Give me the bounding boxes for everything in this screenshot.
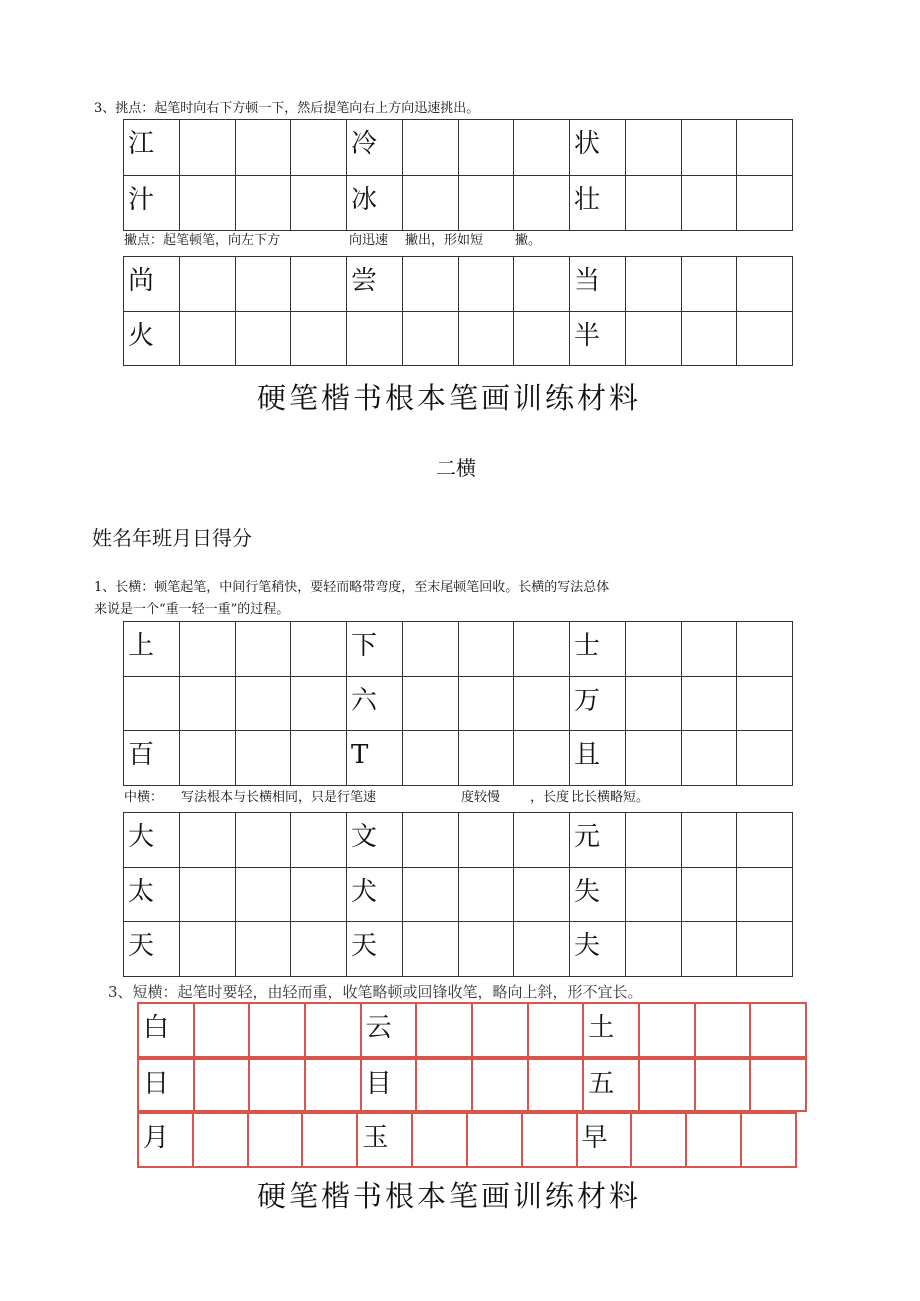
pie-dian-note xyxy=(124,233,280,249)
grid-cell[interactable] xyxy=(458,311,514,366)
grid-cell[interactable] xyxy=(741,1113,796,1167)
practice-character: 尝 xyxy=(351,266,378,296)
grid-cell[interactable] xyxy=(737,731,793,786)
grid-cell[interactable] xyxy=(514,676,570,731)
grid-cell[interactable] xyxy=(347,257,403,312)
practice-character: 文 xyxy=(351,822,378,852)
grid-cell[interactable] xyxy=(291,257,347,312)
student-info-line: 姓名年班月日得分 xyxy=(92,526,252,550)
grid-row xyxy=(138,1003,806,1057)
grid-cell[interactable] xyxy=(291,311,347,366)
practice-character: 火 xyxy=(128,320,155,351)
grid-cell[interactable] xyxy=(305,1059,361,1111)
grid-cell[interactable] xyxy=(193,1113,248,1167)
grid-row xyxy=(124,731,793,786)
practice-grid-c xyxy=(123,621,793,786)
grid-cell[interactable] xyxy=(235,120,291,176)
practice-character: 尚 xyxy=(128,266,155,296)
grid-cell[interactable] xyxy=(750,1059,806,1111)
practice-character: 土 xyxy=(588,1013,615,1043)
practice-character: 状 xyxy=(574,129,601,159)
grid-cell[interactable] xyxy=(347,731,403,786)
grid-cell[interactable] xyxy=(235,922,291,977)
practice-character: 万 xyxy=(574,685,601,716)
grid-cell[interactable] xyxy=(570,175,626,231)
main-title-2: 硬笔楷书根本笔画训练材料 xyxy=(257,1179,642,1213)
grid-cell[interactable] xyxy=(179,867,235,922)
practice-character: 江 xyxy=(128,129,155,159)
grid-cell[interactable] xyxy=(179,813,235,868)
grid-cell[interactable] xyxy=(570,622,626,677)
practice-character: 太 xyxy=(128,876,155,907)
grid-cell[interactable] xyxy=(458,731,514,786)
pie-dian-note-3: 撇出，形如短 xyxy=(405,233,484,248)
grid-cell[interactable] xyxy=(514,175,570,231)
grid-cell[interactable] xyxy=(681,257,737,312)
grid-row xyxy=(138,1113,796,1167)
grid-cell[interactable] xyxy=(737,120,793,176)
grid-cell[interactable] xyxy=(681,867,737,922)
grid-cell[interactable] xyxy=(402,922,458,977)
section3-header: 3、挑点：起笔时向右下方顿一下，然后提笔向右上方向迅速挑出。 xyxy=(94,101,480,116)
grid-cell[interactable] xyxy=(625,676,681,731)
grid-cell[interactable] xyxy=(291,175,347,231)
grid-cell[interactable] xyxy=(124,813,180,868)
grid-cell[interactable] xyxy=(179,731,235,786)
grid-cell[interactable] xyxy=(695,1003,751,1057)
grid-cell[interactable] xyxy=(737,676,793,731)
grid-cell[interactable] xyxy=(194,1059,250,1111)
grid-cell[interactable] xyxy=(737,175,793,231)
grid-cell[interactable] xyxy=(402,731,458,786)
grid-cell[interactable] xyxy=(514,120,570,176)
grid-cell[interactable] xyxy=(248,1113,303,1167)
practice-character: 玉 xyxy=(362,1123,389,1153)
practice-character: 六 xyxy=(351,685,378,716)
grid-cell[interactable] xyxy=(179,120,235,176)
grid-cell[interactable] xyxy=(235,676,291,731)
pie-dian-note-2: 向迅速 xyxy=(349,233,389,248)
grid-cell[interactable] xyxy=(291,676,347,731)
practice-character: 天 xyxy=(128,931,155,962)
grid-cell[interactable] xyxy=(291,867,347,922)
practice-character: 百 xyxy=(128,740,155,771)
grid-cell[interactable] xyxy=(416,1003,472,1057)
grid-cell[interactable] xyxy=(416,1059,472,1111)
mid-heng-note-5: 比长横略短。 xyxy=(571,790,650,805)
grid-cell[interactable] xyxy=(124,922,180,977)
grid-cell[interactable] xyxy=(291,922,347,977)
practice-grid-e-row1 xyxy=(137,1002,807,1058)
grid-cell[interactable] xyxy=(625,922,681,977)
grid-cell[interactable] xyxy=(458,175,514,231)
grid-cell[interactable] xyxy=(583,1059,639,1111)
practice-character: 早 xyxy=(581,1123,608,1153)
grid-cell[interactable] xyxy=(631,1113,686,1167)
grid-cell[interactable] xyxy=(124,311,180,366)
grid-cell[interactable] xyxy=(124,731,180,786)
pie-dian-note-4: 撇。 xyxy=(515,233,542,248)
grid-cell[interactable] xyxy=(472,1059,528,1111)
grid-cell[interactable] xyxy=(458,120,514,176)
grid-cell[interactable] xyxy=(625,311,681,366)
grid-cell[interactable] xyxy=(412,1113,467,1167)
grid-cell[interactable] xyxy=(347,311,403,366)
grid-cell[interactable] xyxy=(577,1113,632,1167)
grid-cell[interactable] xyxy=(681,922,737,977)
grid-cell[interactable] xyxy=(514,257,570,312)
section-heading: 二横 xyxy=(436,456,476,480)
note-part: 撇点：起笔顿笔，向左下方 xyxy=(124,233,281,248)
grid-cell[interactable] xyxy=(402,676,458,731)
grid-cell[interactable] xyxy=(291,731,347,786)
grid-cell[interactable] xyxy=(737,622,793,677)
practice-character: 当 xyxy=(574,266,601,296)
grid-row xyxy=(124,175,793,231)
practice-grid-e-row2 xyxy=(137,1058,807,1112)
grid-cell[interactable] xyxy=(570,676,626,731)
grid-cell[interactable] xyxy=(402,311,458,366)
grid-cell[interactable] xyxy=(179,622,235,677)
grid-cell[interactable] xyxy=(124,257,180,312)
grid-cell[interactable] xyxy=(583,1003,639,1057)
grid-cell[interactable] xyxy=(347,175,403,231)
grid-cell[interactable] xyxy=(625,731,681,786)
grid-cell[interactable] xyxy=(625,257,681,312)
practice-character: 云 xyxy=(365,1013,392,1043)
grid-cell[interactable] xyxy=(467,1113,522,1167)
mid-heng-note-3: 度较慢 xyxy=(461,790,501,805)
grid-row xyxy=(124,257,793,312)
practice-character: 上 xyxy=(128,631,155,661)
grid-cell[interactable] xyxy=(361,1059,417,1111)
grid-cell[interactable] xyxy=(472,1003,528,1057)
grid-cell[interactable] xyxy=(737,867,793,922)
grid-cell[interactable] xyxy=(737,257,793,312)
grid-cell[interactable] xyxy=(570,922,626,977)
grid-cell[interactable] xyxy=(402,120,458,176)
practice-character: 壮 xyxy=(574,184,601,215)
grid-cell[interactable] xyxy=(138,1113,193,1167)
mid-heng-note-1: 中横： xyxy=(124,790,164,805)
grid-cell[interactable] xyxy=(305,1003,361,1057)
grid-cell[interactable] xyxy=(235,622,291,677)
grid-cell[interactable] xyxy=(291,622,347,677)
practice-character: 夫 xyxy=(574,931,601,962)
grid-cell[interactable] xyxy=(625,120,681,176)
grid-row xyxy=(124,813,793,868)
grid-cell[interactable] xyxy=(570,120,626,176)
long-heng-line-1: 1、长横：顿笔起笔，中间行笔稍快，要轻而略带弯度，至末尾顿笔回收。长横的写法总体 xyxy=(94,580,610,595)
practice-character: 士 xyxy=(574,631,601,661)
grid-cell[interactable] xyxy=(291,813,347,868)
grid-cell[interactable] xyxy=(458,676,514,731)
grid-cell[interactable] xyxy=(625,175,681,231)
grid-cell[interactable] xyxy=(681,120,737,176)
grid-cell[interactable] xyxy=(124,867,180,922)
practice-character: 汁 xyxy=(128,184,155,215)
practice-grid-e-row3 xyxy=(137,1112,797,1168)
grid-cell[interactable] xyxy=(347,813,403,868)
practice-character: 且 xyxy=(574,740,601,771)
grid-cell[interactable] xyxy=(235,311,291,366)
grid-cell[interactable] xyxy=(235,867,291,922)
grid-cell[interactable] xyxy=(570,257,626,312)
grid-cell[interactable] xyxy=(302,1113,357,1167)
practice-grid-a xyxy=(123,119,793,231)
grid-cell[interactable] xyxy=(570,311,626,366)
grid-cell[interactable] xyxy=(458,922,514,977)
grid-row xyxy=(124,622,793,677)
practice-grid-b xyxy=(123,256,793,366)
practice-character: 冷 xyxy=(351,129,378,159)
grid-cell[interactable] xyxy=(681,731,737,786)
grid-cell[interactable] xyxy=(514,731,570,786)
practice-character: 目 xyxy=(365,1069,392,1099)
grid-cell[interactable] xyxy=(750,1003,806,1057)
grid-cell[interactable] xyxy=(179,175,235,231)
grid-cell[interactable] xyxy=(625,867,681,922)
grid-cell[interactable] xyxy=(737,813,793,868)
grid-cell[interactable] xyxy=(681,311,737,366)
grid-cell[interactable] xyxy=(402,867,458,922)
grid-cell[interactable] xyxy=(235,813,291,868)
grid-cell[interactable] xyxy=(681,813,737,868)
grid-cell[interactable] xyxy=(347,676,403,731)
grid-cell[interactable] xyxy=(458,867,514,922)
practice-character: T xyxy=(351,740,369,771)
grid-cell[interactable] xyxy=(347,622,403,677)
practice-character: 月 xyxy=(143,1123,170,1153)
grid-row xyxy=(124,676,793,731)
grid-cell[interactable] xyxy=(235,731,291,786)
grid-cell[interactable] xyxy=(179,676,235,731)
grid-cell[interactable] xyxy=(361,1003,417,1057)
grid-cell[interactable] xyxy=(737,311,793,366)
grid-cell[interactable] xyxy=(686,1113,741,1167)
grid-cell[interactable] xyxy=(639,1059,695,1111)
grid-cell[interactable] xyxy=(402,175,458,231)
grid-cell[interactable] xyxy=(458,813,514,868)
grid-cell[interactable] xyxy=(179,311,235,366)
grid-cell[interactable] xyxy=(458,257,514,312)
grid-cell[interactable] xyxy=(235,257,291,312)
grid-cell[interactable] xyxy=(458,622,514,677)
grid-cell[interactable] xyxy=(402,622,458,677)
main-title-1: 硬笔楷书根本笔画训练材料 xyxy=(257,381,642,415)
grid-cell[interactable] xyxy=(347,120,403,176)
practice-character: 天 xyxy=(351,931,378,962)
grid-cell[interactable] xyxy=(402,813,458,868)
grid-cell[interactable] xyxy=(528,1003,584,1057)
grid-cell[interactable] xyxy=(291,120,347,176)
grid-cell[interactable] xyxy=(249,1059,305,1111)
grid-cell[interactable] xyxy=(737,922,793,977)
grid-cell[interactable] xyxy=(179,922,235,977)
grid-row xyxy=(124,922,793,977)
grid-cell[interactable] xyxy=(681,175,737,231)
grid-cell[interactable] xyxy=(681,622,737,677)
grid-cell[interactable] xyxy=(522,1113,577,1167)
grid-row xyxy=(124,867,793,922)
grid-cell[interactable] xyxy=(249,1003,305,1057)
short-heng-note: 3、短横：起笔时要轻，由轻而重，收笔略顿或回锋收笔，略向上斜，形不宜长。 xyxy=(108,983,643,1001)
grid-cell[interactable] xyxy=(402,257,458,312)
grid-cell[interactable] xyxy=(235,175,291,231)
grid-cell[interactable] xyxy=(514,867,570,922)
practice-character: 元 xyxy=(574,822,601,852)
practice-character: 犬 xyxy=(351,876,378,907)
grid-cell[interactable] xyxy=(347,922,403,977)
grid-row xyxy=(138,1059,806,1111)
grid-row xyxy=(124,311,793,366)
grid-cell[interactable] xyxy=(514,311,570,366)
practice-character: 大 xyxy=(128,822,155,852)
grid-cell[interactable] xyxy=(514,922,570,977)
grid-cell[interactable] xyxy=(124,175,180,231)
practice-grid-d xyxy=(123,812,793,977)
grid-cell[interactable] xyxy=(514,622,570,677)
practice-character: 冰 xyxy=(351,184,378,215)
grid-cell[interactable] xyxy=(194,1003,250,1057)
grid-cell[interactable] xyxy=(639,1003,695,1057)
grid-cell[interactable] xyxy=(625,622,681,677)
grid-row xyxy=(124,120,793,176)
practice-character: 半 xyxy=(574,320,601,351)
practice-character: 失 xyxy=(574,876,601,907)
mid-heng-note-2: 写法根本与长横相同，只是行笔速 xyxy=(181,790,377,805)
grid-cell[interactable] xyxy=(570,731,626,786)
practice-character: 白 xyxy=(143,1013,170,1043)
grid-cell[interactable] xyxy=(138,1003,194,1057)
grid-cell[interactable] xyxy=(124,120,180,176)
long-heng-line-2: 来说是一个“重一轻一重”的过程。 xyxy=(94,602,290,617)
grid-cell[interactable] xyxy=(681,676,737,731)
mid-heng-note-4: ，长度 xyxy=(530,790,570,805)
grid-cell[interactable] xyxy=(347,867,403,922)
practice-character: 五 xyxy=(588,1069,615,1099)
grid-cell[interactable] xyxy=(695,1059,751,1111)
grid-cell[interactable] xyxy=(179,257,235,312)
grid-cell[interactable] xyxy=(124,676,180,731)
grid-cell[interactable] xyxy=(570,867,626,922)
practice-character: 日 xyxy=(143,1069,170,1099)
grid-cell[interactable] xyxy=(514,813,570,868)
grid-cell[interactable] xyxy=(138,1059,194,1111)
grid-cell[interactable] xyxy=(570,813,626,868)
grid-cell[interactable] xyxy=(124,622,180,677)
grid-cell[interactable] xyxy=(528,1059,584,1111)
practice-character: 下 xyxy=(351,631,378,661)
grid-cell[interactable] xyxy=(625,813,681,868)
grid-cell[interactable] xyxy=(357,1113,412,1167)
